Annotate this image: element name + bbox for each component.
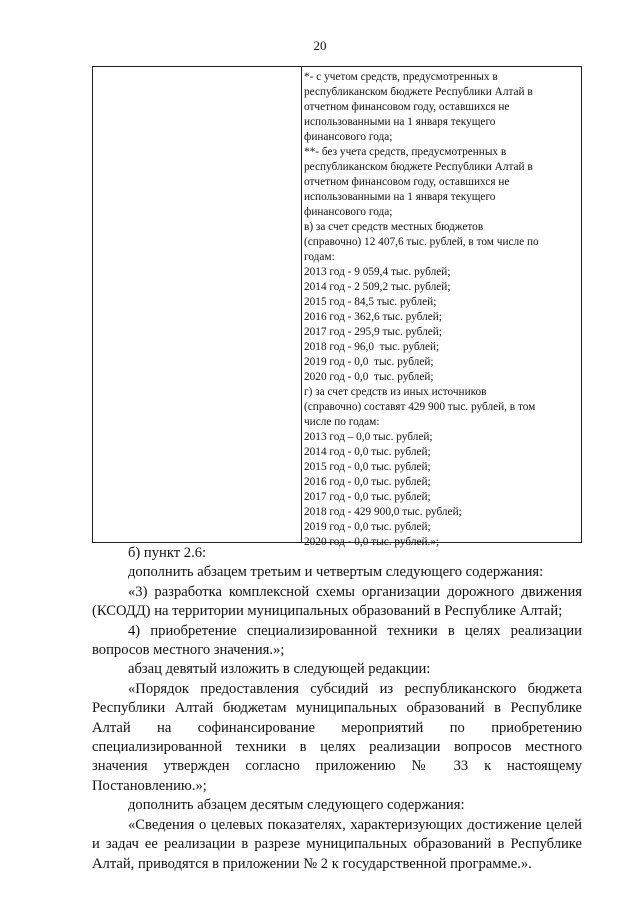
text-line: «Порядок предоставления субсидий из республиканского бюджета — [128, 680, 582, 697]
table-line: использованными на 1 января текущего — [304, 191, 496, 203]
table-line: 2017 год - 295,9 тыс. рублей; — [304, 326, 442, 338]
passport-table — [92, 66, 582, 548]
table-line: 2020 год - 0,0 тыс. рублей.»; — [304, 536, 440, 548]
table-line: годам: — [304, 251, 335, 263]
table-line: 2017 год - 0,0 тыс. рублей; — [304, 491, 431, 503]
table-line: использованными на 1 января текущего — [304, 116, 496, 128]
paragraph-item-b: б) пункт 2.6: — [128, 545, 207, 561]
table-line: 2019 год - 0,0 тыс. рублей; — [304, 521, 431, 533]
table-line: 2015 год - 84,5 тыс. рублей; — [304, 296, 437, 308]
table-line: 2016 год - 0,0 тыс. рублей; — [304, 476, 431, 488]
table-line: **- без учета средств, предусмотренных в — [304, 146, 507, 158]
table-line: отчетном финансовом году, оставшихся не — [304, 176, 510, 188]
table-line: 2018 год - 429 900,0 тыс. рублей; — [304, 506, 462, 518]
table-line: 2019 год - 0,0 тыс. рублей; — [304, 356, 434, 368]
table-line: 2020 год - 0,0 тыс. рублей; — [304, 371, 434, 383]
table-line: финансового года; — [304, 206, 393, 218]
table-line: числе по годам: — [304, 416, 380, 428]
table-line: 2016 год - 362,6 тыс. рублей; — [304, 311, 442, 323]
table-line: 2018 год - 96,0 тыс. рублей; — [304, 341, 440, 353]
table-line: 2013 год – 0,0 тыс. рублей; — [304, 431, 433, 443]
table-line: (справочно) составят 429 900 тыс. рублей, в том — [304, 401, 536, 413]
table-line: г) за счет средств из иных источников — [304, 386, 487, 398]
text-line: Алтай на софинансирование мероприятий по приобретению — [92, 719, 582, 736]
paragraph-tenth-intro: дополнить абзацем десятым следующего содержания: — [128, 797, 465, 814]
text-line: специализированной техники в целях реализации вопросов местного — [92, 739, 582, 756]
table-line: финансового года; — [304, 131, 393, 143]
table-line: *- с учетом средств, предусмотренных в — [304, 71, 498, 83]
table-line: отчетном финансовом году, оставшихся не — [304, 101, 510, 113]
paragraph-item-4: 4) приобретение специализированной техники в целях реализации вопросов местного значения.»; — [92, 622, 582, 659]
table-line: республиканском бюджете Республики Алтай в — [304, 161, 533, 173]
table-line: 2014 год - 2 509,2 тыс. рублей; — [304, 281, 451, 293]
text-line: значения утвержден согласно приложению № 33 к настоящему — [92, 758, 582, 775]
paragraph-ninth-text — [92, 680, 582, 796]
paragraph-tenth-text: «Сведения о целевых показателях, характеризующих достижение целей и задач ее реализации в разрезе муниципальных образований в Республике Алтай, приводятся в приложении № 2 к государственной программе.». — [92, 816, 582, 872]
table-line: 2015 год - 0,0 тыс. рублей; — [304, 461, 431, 473]
table-right-cell — [302, 70, 581, 550]
paragraph-ninth-intro: абзац девятый изложить в следующей редакции: — [128, 661, 431, 678]
table-line: республиканском бюджете Республики Алтай в — [304, 86, 533, 98]
paragraph-amend-2-6: дополнить абзацем третьим и четвертым следующего содержания: — [128, 564, 544, 581]
text-line: Республики Алтай бюджетам муниципальных образований в Республике — [92, 700, 582, 717]
table-line: в) за счет средств местных бюджетов — [304, 221, 484, 233]
table-line: 2013 год - 9 059,4 тыс. рублей; — [304, 266, 451, 278]
text-line: Постановлению.»; — [92, 777, 207, 794]
table-line: 2014 год - 0,0 тыс. рублей; — [304, 446, 431, 458]
paragraph-item-3: «3) разработка комплексной схемы организации дорожного движения (КСОДД) на территории муниципальных образований в Республике Алтай; — [92, 583, 582, 620]
table-line: (справочно) 12 407,6 тыс. рублей, в том числе по — [304, 236, 539, 248]
page-number: 20 — [313, 38, 327, 53]
document-body — [92, 544, 582, 874]
